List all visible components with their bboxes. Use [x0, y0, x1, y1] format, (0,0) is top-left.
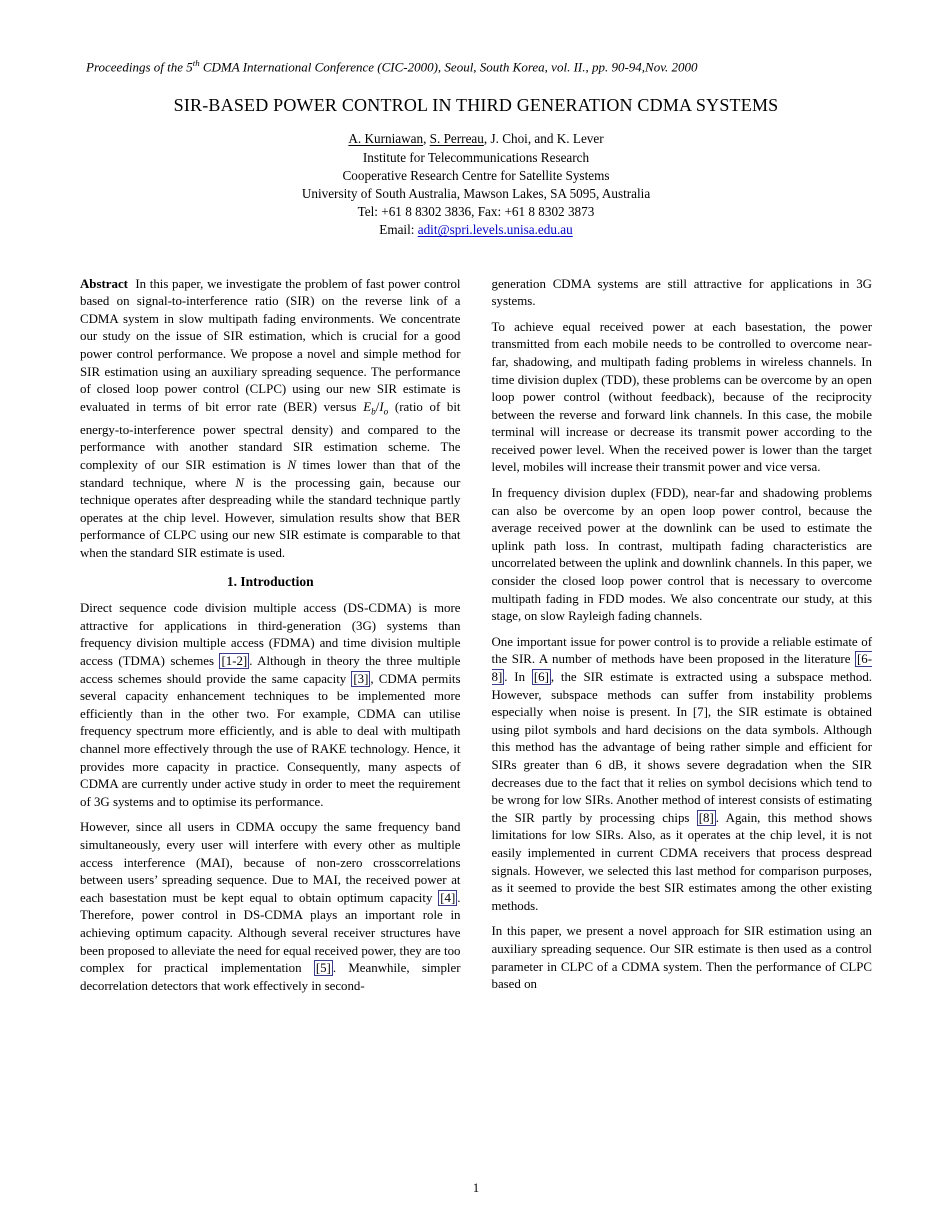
citation-link[interactable]: [8]: [698, 810, 714, 825]
citation-link[interactable]: [6]: [533, 670, 549, 685]
text-run: One important issue for power control is to provide a reliable estimate of the SIR. A number of methods have been proposed in the literature: [491, 634, 872, 667]
text-run: However, since all users in CDMA occupy the same frequency band simultaneously, every user will interfere with every other as multiple access interference (MAI), because of non-zero crosscorrelations between users’ spreading sequence. Due to MAI, the received power at each basestation must be kept equal to obtain optimum capacity: [80, 820, 461, 905]
text-run: In frequency division duplex (FDD), near-far and shadowing problems can also be overcome by an open loop power control, because the average received power at the downlink can be used to estimate the uplink path loss. In contrast, multipath fading characteristics are uncorrelated between the uplink and downlink channels. In this paper, we consider the closed loop power control that is necessary to overcome multipath fading in FDD modes. We also concentrate our study, at this stage, on slow Rayleigh fading channels.: [491, 486, 872, 624]
subscript-text: b: [371, 407, 376, 418]
text-run: CDMA International Conference (CIC-2000), Seoul, South Korea, vol. II., pp. 90-94,Nov. 2000: [199, 59, 698, 75]
phone-fax-line: Tel: +61 8 8302 3836, Fax: +61 8 8302 3873: [357, 204, 595, 220]
paragraph: [80, 276, 461, 563]
paragraph: [492, 634, 873, 916]
text-run: generation CDMA systems are still attractive for applications in 3G systems.: [491, 276, 872, 309]
paragraph: [492, 923, 873, 993]
text-run: , CDMA permits several capacity enhancement techniques to be implemented more efficiently than in the other two. For example, CDMA can utilise frequency spectrum more efficiently, and is able to deal with multipath channel more effectively through the use of RAKE technology. Hence, it provides more capacity in practice. Consequently, many aspects of CDMA are currently under active study in order to meet the requirement of 3G systems and to optimise its performance.: [80, 671, 461, 809]
text-run: In this paper, we investigate the problem of fast power control based on signal-to-interference ratio (SIR) on the reverse link of a CDMA system in slow multipath fading environments. We concentrate our study on the issue of SIR estimation, which is crucial for a good power control performance. We propose a novel and simple method for SIR estimation using an auxiliary spreading sequence. The performance of closed loop power control (CLPC) using our new SIR estimate is evaluated in terms of bit error rate (BER) versus: [80, 276, 461, 414]
italic-text: N: [287, 458, 297, 473]
text-run: . Meanwhile, simpler decorrelation detectors that work effectively in second-: [80, 961, 461, 993]
citation-link[interactable]: [3]: [353, 671, 369, 686]
superscript-text: th: [192, 58, 200, 68]
text-run: In this paper, we present a novel approach for SIR estimation using an auxiliary spreading sequence. Our SIR estimate is then used as a control parameter in CLPC of a CDMA system. Then the performance of CLPC based on: [491, 924, 872, 992]
page-number: 1: [472, 1181, 480, 1195]
affiliation-line-3: University of South Australia, Mawson Lakes, SA 5095, Australia: [301, 185, 651, 201]
paragraph: [492, 485, 873, 626]
italic-text: I: [379, 399, 384, 414]
text-run: ,: [423, 131, 430, 147]
italic-text: E: [363, 399, 372, 414]
affiliation-line-2: Cooperative Research Centre for Satellite Systems: [342, 167, 610, 183]
email-line: [80, 221, 872, 239]
bold-text: Abstract: [80, 276, 128, 291]
paper-title: SIR-BASED POWER CONTROL IN THIRD GENERATION CDMA SYSTEMS: [173, 95, 779, 116]
text-run: , J. Choi, and K. Lever: [483, 131, 604, 147]
citation-link[interactable]: [1-2]: [221, 654, 248, 668]
text-run: . Again, this method shows limitations for low SIRs. Also, as it operates at the chip level, it is not easily implemented in current CDMA receivers that process despread signals. However, we selected this last method for comparison purposes, as it seemed to provide the best SIR estimates among the other existing methods.: [491, 810, 872, 913]
italic-text: N: [235, 475, 244, 490]
right-column: [492, 276, 873, 1004]
text-run: . In: [504, 670, 532, 685]
text-run: Direct sequence code division multiple access (DS-CDMA) is more attractive for applications in third-generation (3G) systems than frequency division multiple access (FDMA) and time division multiple access (TDMA) schemes: [80, 601, 461, 668]
citation-link[interactable]: [4]: [440, 890, 456, 905]
subscript-text: o: [383, 407, 389, 418]
paragraph: [492, 276, 873, 311]
citation-link[interactable]: [5]: [315, 961, 331, 976]
email-link[interactable]: adit@spri.levels.unisa.edu.au: [417, 222, 573, 238]
section-heading: 1. Introduction: [226, 573, 314, 589]
proceedings-header: [86, 58, 872, 75]
text-run: Email:: [379, 222, 418, 238]
author-block: [80, 130, 872, 239]
author-link[interactable]: A. Kurniawan: [348, 131, 424, 147]
text-run: times lower than that of the standard technique, where: [80, 458, 461, 490]
author-line: [80, 130, 872, 148]
text-run: . Therefore, power control in DS-CDMA plays an important role in achieving optimum capacity. Although several receiver structures have been proposed to alleviate the need for equal received power, they are too complex for practical implementation: [80, 890, 461, 976]
text-run: To achieve equal received power at each basestation, the power transmitted from each mobile needs to be controlled to overcome near-far, shadowing, and multipath fading problems in wireless channels. In time division duplex (TDD), these problems can be overcome by an open loop power control (without feedback), because of the reciprocity between the reverse and forward link channels. In this case, the mobile terminal will increase or decrease its transmit power according to the received power level. When the received power is lower than the target level, mobiles will increase their transmit power and vice versa.: [491, 319, 872, 475]
citation-link[interactable]: [6-8]: [491, 652, 872, 685]
affiliation-line-1: Institute for Telecommunications Research: [362, 149, 590, 165]
paragraph: [80, 600, 461, 811]
text-run: . Although in theory the three multiple access schemes should provide the same capacity: [80, 654, 461, 686]
text-run: (ratio of bit energy-to-interference power spectral density) and compared to the performance with another standard SIR estimation scheme. The complexity of our SIR estimation is: [80, 399, 461, 473]
text-run: Proceedings of the 5: [86, 59, 193, 75]
left-column: [80, 276, 461, 1004]
paragraph: [492, 319, 873, 477]
text-run: , the SIR estimate is extracted using a subspace method. However, subspace methods can suffer from instability problems especially when noise is present. In [7], the SIR estimate is obtained using pilot symbols and hard decisions on the data symbols. Although this method has the advantage of being rather simple and efficient for SIRs greater than 6 dB, it shows severe degradation when the SIR decreases due to the fact that it relies on symbol decisions which tend to be wrong for low SIRs. Another method of interest consists of estimating the SIR partly by processing chips: [491, 670, 872, 825]
text-run: is the processing gain, because our technique operates after despreading while the standard technique partly operates at the chip level. However, simulation results show that BER performance of CLPC using our new SIR estimate is comparable to that when the standard SIR estimate is used.: [80, 475, 461, 561]
paragraph: [80, 819, 461, 995]
two-column-body: [80, 276, 872, 1004]
text-run: /: [375, 399, 380, 414]
author-link[interactable]: S. Perreau: [429, 131, 484, 147]
